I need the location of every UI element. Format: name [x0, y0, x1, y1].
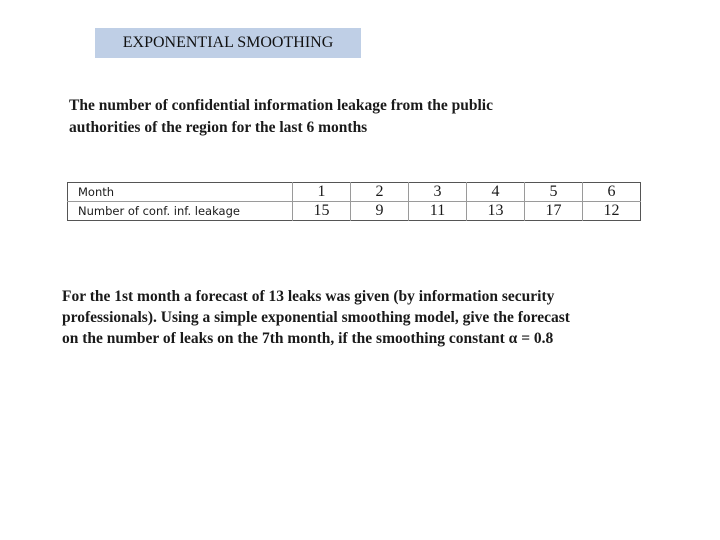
data-table: [67, 182, 641, 221]
leakage-cell: 17: [525, 202, 583, 221]
intro-paragraph: [69, 95, 629, 139]
row-label-leakage: Number of conf. inf. leakage: [68, 202, 293, 221]
leakage-cell: 12: [583, 202, 641, 221]
month-cell: 1: [293, 183, 351, 202]
month-cell: 6: [583, 183, 641, 202]
question-line-1: For the 1st month a forecast of 13 leaks was given (by information security: [62, 288, 555, 305]
table-row-months: [68, 183, 641, 202]
row-label-month: Month: [68, 183, 293, 202]
leakage-cell: 13: [467, 202, 525, 221]
month-cell: 2: [351, 183, 409, 202]
leakage-cell: 15: [293, 202, 351, 221]
month-cell: 5: [525, 183, 583, 202]
intro-line-1: The number of confidential information leakage from the public: [69, 97, 493, 114]
question-paragraph: [62, 286, 662, 349]
page-title-text: EXPONENTIAL SMOOTHING: [122, 34, 334, 51]
month-cell: 4: [467, 183, 525, 202]
leakage-cell: 9: [351, 202, 409, 221]
question-line-3: on the number of leaks on the 7th month, if the smoothing constant α = 0.8: [62, 330, 554, 347]
month-cell: 3: [409, 183, 467, 202]
question-line-2: professionals). Using a simple exponential smoothing model, give the forecast: [62, 309, 570, 326]
leakage-cell: 11: [409, 202, 467, 221]
intro-line-2: authorities of the region for the last 6 months: [69, 119, 368, 136]
table-row-leakage: [68, 202, 641, 221]
page-title: [95, 28, 361, 58]
